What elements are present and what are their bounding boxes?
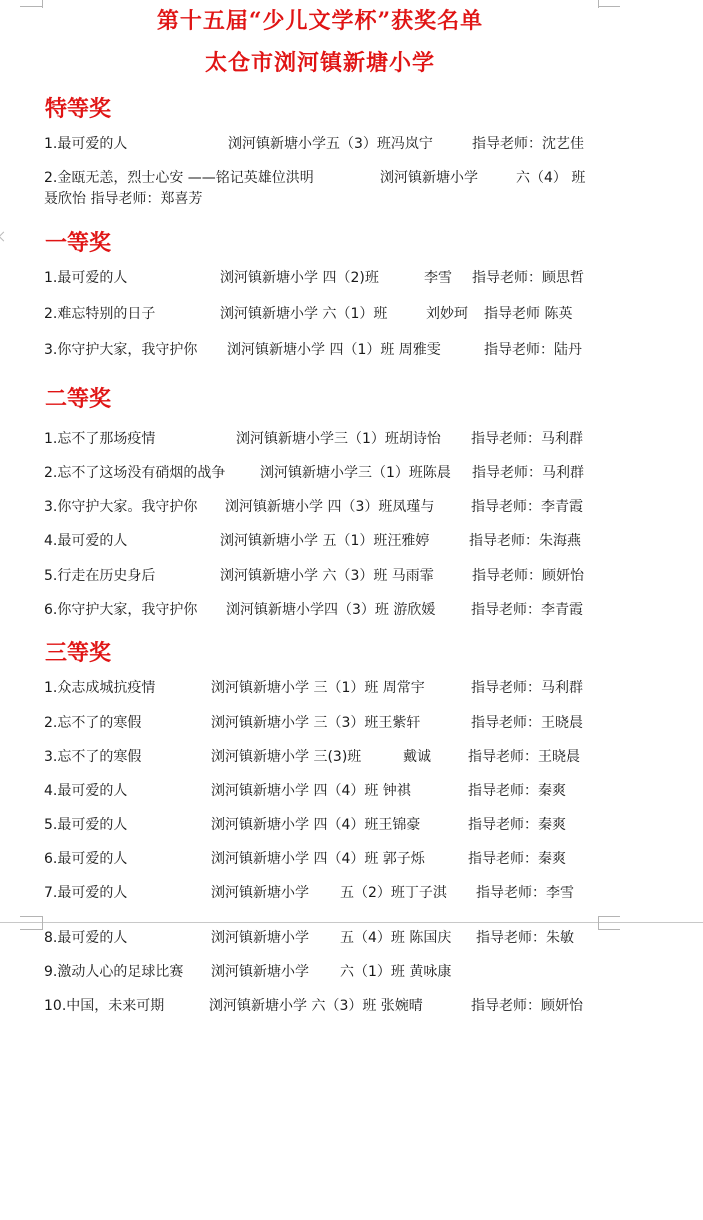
entry-teacher: 指导老师：李青霞 (471, 602, 583, 618)
award-heading: 二等奖 (45, 386, 112, 412)
margin-tick (0, 232, 8, 242)
entry-teacher: 指导老师：陆丹 (484, 342, 582, 358)
entry-teacher: 指导老师：王晓晨 (468, 749, 580, 765)
entry-continuation: 聂欣怡 指导老师：郑喜芳 (44, 191, 203, 207)
entry-teacher: 指导老师：顾妍怡 (472, 568, 584, 584)
entry-school: 浏河镇新塘小学 (211, 885, 309, 901)
entry-title: 3.你守护大家。我守护你 (44, 499, 198, 515)
document-subtitle: 太仓市浏河镇新塘小学 (204, 50, 435, 76)
entry-school: 浏河镇新塘小学三（1）班胡诗怡 (236, 431, 441, 447)
entry-title: 2.金瓯无恙，烈士心安 ——铭记英雄位洪明 (44, 170, 314, 186)
entry-teacher: 指导老师：顾妍怡 (471, 998, 583, 1014)
entry-title: 5.行走在历史身后 (44, 568, 156, 584)
entry-teacher: 指导老师：朱敏 (476, 930, 574, 946)
entry-school: 浏河镇新塘小学 四（4）班 郭子烁 (211, 851, 425, 867)
entry-title: 4.最可爱的人 (44, 533, 128, 549)
entry-school: 浏河镇新塘小学 (211, 964, 309, 980)
entry-teacher: 指导老师：王晓晨 (471, 715, 583, 731)
entry-title: 1.忘不了那场疫情 (44, 431, 156, 447)
entry-school: 浏河镇新塘小学 四（4）班 钟祺 (211, 783, 411, 799)
entry-teacher: 指导老师：李青霞 (471, 499, 583, 515)
entry-title: 7.最可爱的人 (44, 885, 128, 901)
page-corner-mark (42, 922, 43, 930)
entry-title: 1.最可爱的人 (44, 136, 128, 152)
entry-title: 3.忘不了的寒假 (44, 749, 142, 765)
page-corner-mark (598, 916, 620, 917)
entry-title: 1.最可爱的人 (44, 270, 128, 286)
entry-class: 五（4）班 陈国庆 (340, 930, 452, 946)
entry-teacher: 指导老师：沈艺佳 (472, 136, 584, 152)
entry-title: 2.忘不了这场没有硝烟的战争 (44, 465, 226, 481)
entry-school: 浏河镇新塘小学 五（1）班汪雅婷 (220, 533, 430, 549)
entry-class: 六（1）班 黄咏康 (340, 964, 452, 980)
award-heading: 三等奖 (45, 640, 112, 666)
entry-teacher: 指导老师：秦爽 (468, 851, 566, 867)
entry-school: 浏河镇新塘小学 四（3）班凤瑾与 (225, 499, 435, 515)
page-corner-mark (598, 922, 599, 930)
entry-school: 浏河镇新塘小学 (211, 930, 309, 946)
entry-teacher: 指导老师：秦爽 (468, 817, 566, 833)
entry-teacher: 指导老师 陈英 (484, 306, 573, 322)
entry-title: 10.中国，未来可期 (44, 998, 165, 1014)
entry-school: 浏河镇新塘小学四（3）班 游欣媛 (226, 602, 436, 618)
entry-school: 浏河镇新塘小学 四（4）班王锦豪 (211, 817, 421, 833)
entry-teacher: 指导老师：朱海燕 (469, 533, 581, 549)
entry-school: 浏河镇新塘小学 三（1）班 周常宇 (211, 680, 425, 696)
page-corner-mark (598, 929, 620, 930)
entry-title: 9.激动人心的足球比赛 (44, 964, 184, 980)
award-heading: 特等奖 (45, 96, 112, 122)
entry-school: 浏河镇新塘小学 六（3）班 张婉晴 (209, 998, 423, 1014)
entry-school: 浏河镇新塘小学五（3）班冯岚宁 (228, 136, 433, 152)
entry-student: 李雪 (424, 270, 452, 286)
entry-class: 六（4） 班 (516, 170, 586, 186)
entry-title: 5.最可爱的人 (44, 817, 128, 833)
entry-school: 浏河镇新塘小学 (380, 170, 478, 186)
entry-school: 浏河镇新塘小学 四（1）班 周雅雯 (227, 342, 441, 358)
entry-school: 浏河镇新塘小学 六（1）班 (220, 306, 388, 322)
entry-school: 浏河镇新塘小学 三(3)班 (211, 749, 362, 765)
entry-student: 戴诚 (403, 749, 431, 765)
entry-class: 五（2）班丁子淇 (340, 885, 447, 901)
entry-title: 3.你守护大家，我守护你 (44, 342, 198, 358)
entry-teacher: 指导老师：马利群 (471, 431, 583, 447)
entry-title: 2.忘不了的寒假 (44, 715, 142, 731)
entry-teacher: 指导老师：顾思哲 (472, 270, 584, 286)
entry-teacher: 指导老师：马利群 (472, 465, 584, 481)
award-heading: 一等奖 (45, 230, 112, 256)
entry-title: 6.你守护大家，我守护你 (44, 602, 198, 618)
entry-school: 浏河镇新塘小学 六（3）班 马雨霏 (220, 568, 434, 584)
entry-title: 1.众志成城抗疫情 (44, 680, 156, 696)
entry-student: 刘妙珂 (426, 306, 468, 322)
document-title: 第十五届“少儿文学杯”获奖名单 (156, 8, 484, 34)
entry-teacher: 指导老师：马利群 (471, 680, 583, 696)
entry-title: 2.难忘特别的日子 (44, 306, 156, 322)
entry-teacher: 指导老师：李雪 (476, 885, 574, 901)
entry-school: 浏河镇新塘小学 三（3）班王紫轩 (211, 715, 421, 731)
entry-title: 6.最可爱的人 (44, 851, 128, 867)
page-corner-mark (20, 916, 42, 917)
entry-school: 浏河镇新塘小学三（1）班陈晨 (260, 465, 451, 481)
entry-title: 4.最可爱的人 (44, 783, 128, 799)
entry-school: 浏河镇新塘小学 四（2)班 (220, 270, 379, 286)
entry-teacher: 指导老师：秦爽 (468, 783, 566, 799)
entry-title: 8.最可爱的人 (44, 930, 128, 946)
page-corner-mark (20, 929, 42, 930)
